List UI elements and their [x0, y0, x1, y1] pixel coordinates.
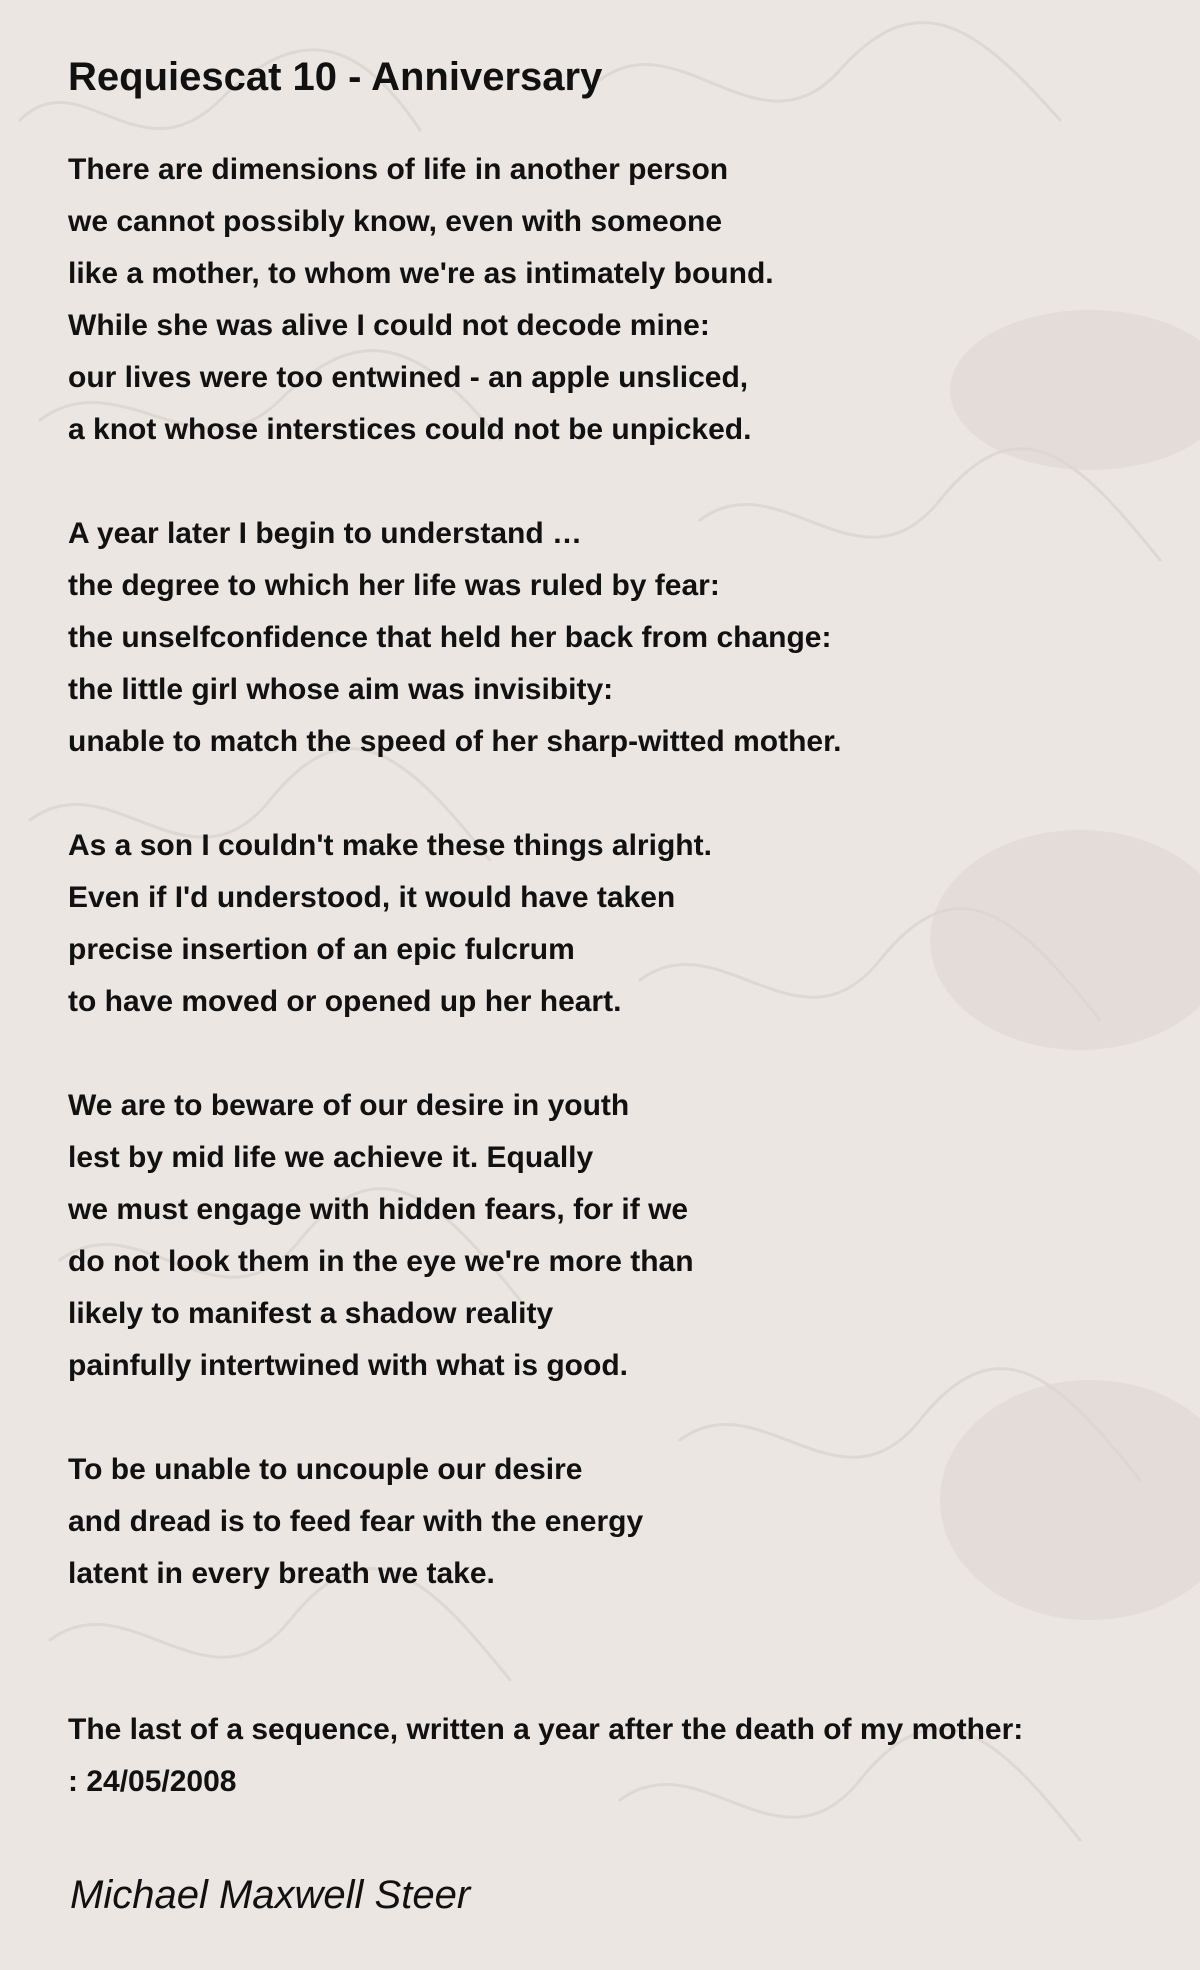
poem-body — [68, 144, 1168, 1600]
poem-line: lest by mid life we achieve it. Equally — [68, 1141, 594, 1174]
poem-line: unable to match the speed of her sharp-witted mother. — [68, 725, 842, 758]
poem-page — [68, 52, 1168, 1808]
poem-line: latent in every breath we take. — [68, 1557, 495, 1590]
poem-note-line: The last of a sequence, written a year after the death of my mother: — [68, 1713, 1024, 1746]
poem-line: A year later I begin to understand … — [68, 517, 582, 550]
poem-line: As a son I couldn't make these things alright. — [68, 829, 712, 862]
poem-line: like a mother, to whom we're as intimately bound. — [68, 257, 774, 290]
poem-line: likely to manifest a shadow reality — [68, 1297, 554, 1330]
poem-line: we cannot possibly know, even with someone — [68, 205, 723, 238]
poem-line: While she was alive I could not decode mine: — [68, 309, 710, 342]
poem-line: precise insertion of an epic fulcrum — [68, 933, 575, 966]
poem-line: a knot whose interstices could not be unpicked. — [68, 413, 752, 446]
poem-line: do not look them in the eye we're more than — [68, 1245, 694, 1278]
stanza — [68, 508, 1168, 768]
poem-line: painfully intertwined with what is good. — [68, 1349, 628, 1382]
poem-line: our lives were too entwined - an apple unsliced, — [68, 361, 749, 394]
poem-line: Even if I'd understood, it would have taken — [68, 881, 676, 914]
poem-line: the degree to which her life was ruled by fear: — [68, 569, 720, 602]
poem-author: Michael Maxwell Steer — [70, 1873, 471, 1917]
poem-line: to have moved or opened up her heart. — [68, 985, 622, 1018]
poem-line: We are to beware of our desire in youth — [68, 1089, 630, 1122]
poem-note — [68, 1704, 1168, 1808]
poem-line: the unselfconfidence that held her back from change: — [68, 621, 832, 654]
stanza — [68, 820, 1168, 1028]
stanza — [68, 1080, 1168, 1392]
poem-title: Requiescat 10 - Anniversary — [68, 55, 603, 99]
poem-line: we must engage with hidden fears, for if we — [68, 1193, 689, 1226]
poem-line: There are dimensions of life in another person — [68, 153, 729, 186]
stanza — [68, 144, 1168, 456]
poem-note-line: : 24/05/2008 — [68, 1765, 237, 1798]
poem-line: and dread is to feed fear with the energy — [68, 1505, 644, 1538]
poem-line: the little girl whose aim was invisibity: — [68, 673, 614, 706]
poem-line: To be unable to uncouple our desire — [68, 1453, 583, 1486]
stanza — [68, 1444, 1168, 1600]
